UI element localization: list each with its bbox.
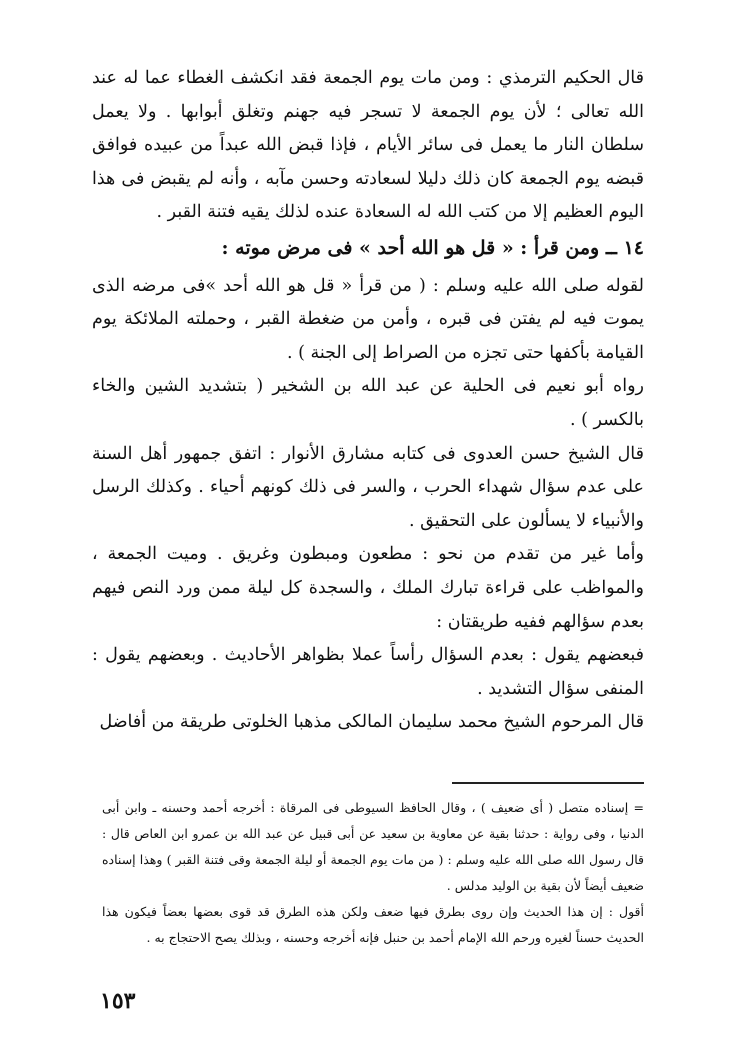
paragraph-adawi: قال الشيخ حسن العدوى فى كتابه مشارق الأنوار : اتفق جمهور أهل السنة على عدم سؤال شهداء الحرب ، والسر فى ذلك كونهم أحياء . وكذلك الرسل والأنبياء لا يسألون على التحقيق . [92, 443, 644, 531]
paragraph-narration: رواه أبو نعيم فى الحلية عن عبد الله بن الشخير ( بتشديد الشين والخاء بالكسر ) . [92, 376, 644, 430]
paragraph-tirmidhi: قال الحكيم الترمذي : ومن مات يوم الجمعة فقد انكشف الغطاء عما له عند الله تعالى ؛ لأن يوم الجمعة لا تسجر فيه جهنم وتغلق أبوابها . ولا يعمل سلطان النار ما يعمل فى سائر الأيام ، فإذا قبض الله عبداً من عبيده فوافق قبضه يوم الجمعة كان ذلك دليلا لسعادته وحسن مآبه ، وأنه لم يقبض فى هذا اليوم العظيم إلا من كتب الله له السعادة عنده لذلك يقيه فتنة القبر . [92, 68, 644, 223]
footnote-2: أقول : إن هذا الحديث وإن روى بطرق فيها ضعف ولكن هذه الطرق قد قوى بعضها بعضاً فيكون هذا الحديث حسناً لغيره ورحم الله الإمام أحمد بن حنبل فإنه أخرجه وحسنه ، وبذلك يصح الاحتجاج به . [102, 904, 644, 945]
footnote-separator [452, 782, 644, 784]
section-heading: ١٤ ــ ومن قرأ : « قل هو الله أحد » فى مرض موته : [221, 236, 644, 259]
footnotes [102, 795, 644, 951]
paragraph-opinions: فبعضهم يقول : بعدم السؤال رأساً عملا بظواهر الأحاديث . وبعضهم يقول : المنفى سؤال التشديد . [92, 645, 644, 699]
paragraph-hadith: لقوله صلى الله عليه وسلم : ( من قرأ « قل هو الله أحد »فى مرضه الذى يموت فيه لم يفتن فى قبره ، وأمن من ضغطة القبر ، وحملته الملائكة يوم القيامة بأكفها حتى تجزه من الصراط إلى الجنة ) . [92, 275, 644, 363]
main-text [92, 62, 644, 740]
paragraph-others: وأما غير من تقدم من نحو : مطعون ومبطون وغريق . وميت الجمعة ، والمواظب على قراءة تبارك الملك ، والسجدة كل ليلة ممن ورد النص فيهم بعدم سؤالهم ففيه طريقتان : [92, 544, 644, 632]
paragraph-maliki: قال المرحوم الشيخ محمد سليمان المالكى مذهبا الخلوتى طريقة من أفاضل [99, 712, 644, 733]
page-number: ١٥٣ [100, 988, 136, 1014]
footnote-1: = إسناده متصل ( أى ضعيف ) ، وقال الحافظ السيوطى فى المرقاة : أخرجه أحمد وحسنه ـ وابن أبى الدنيا ، وفى رواية : حدثنا بقية عن معاوية بن سعيد عن أبى قبيل عن عبد الله بن عمرو ابن العاص قال : قال رسول الله صلى الله عليه وسلم : ( من مات يوم الجمعة أو ليلة الجمعة وقى فتنة القبر ) وهذا إسناده ضعيف أيضاً لأن بقية بن الوليد مدلس . [102, 800, 644, 893]
